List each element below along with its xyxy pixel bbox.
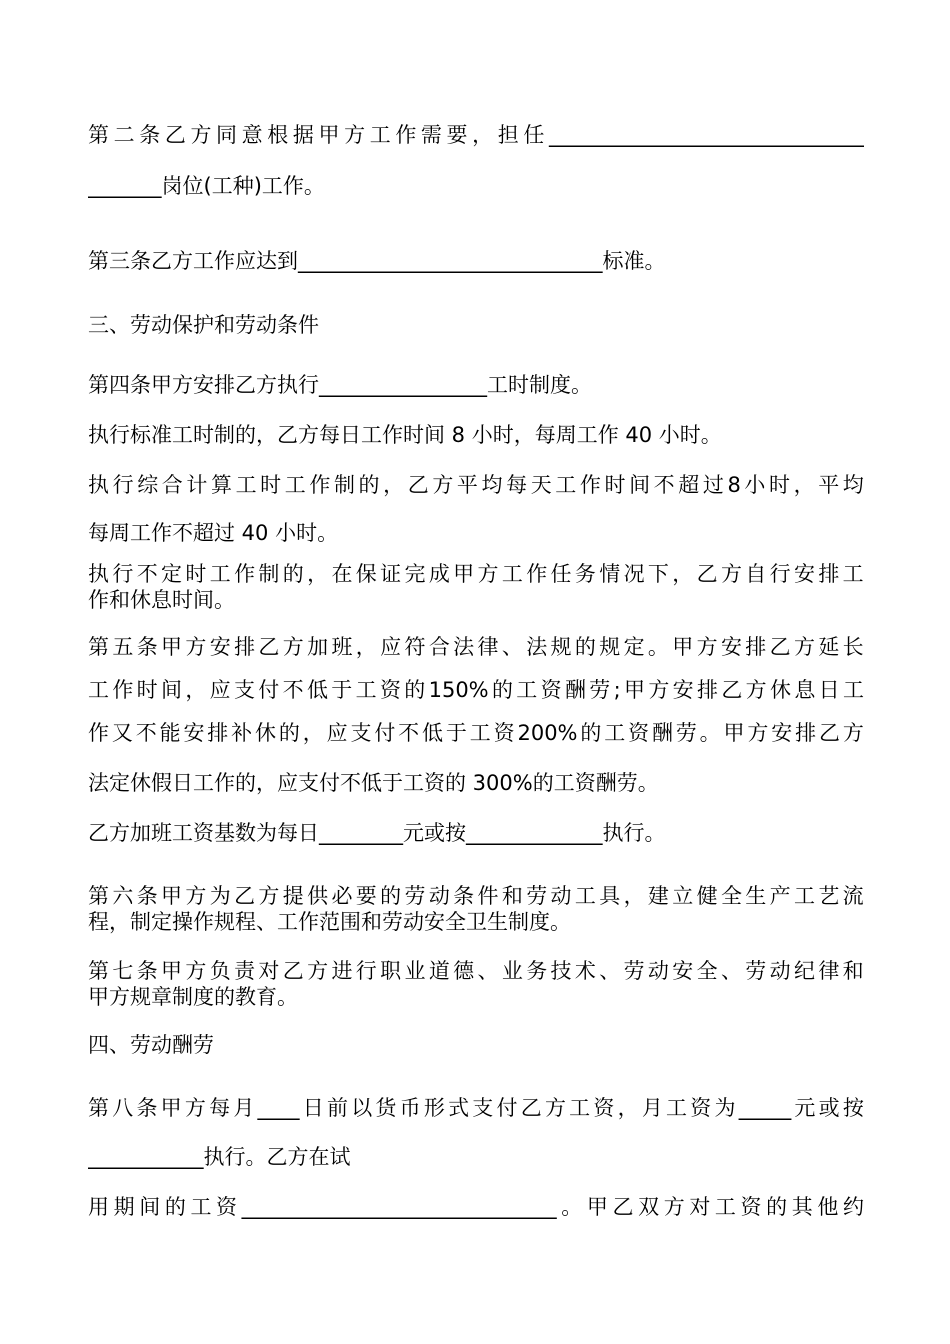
flexible-hours-line-1: 执 行 不 定 时 工 作 制 的 ， 在 保 证 完 成 甲 方 工 作 任 务 情 况 下 ， 乙 方 自 行 安 排 工 (88, 562, 864, 586)
overtime-base-text: 乙方加班工资基数为每日________元或按_____________执行。 (88, 821, 666, 845)
clause-2-line-2: _______岗位(工种)工作。 (88, 174, 325, 198)
clause-2-line-1: 第 二 条 乙 方 同 意 根 据 甲 方 工 作 需 要 ， 担 任 ______________________________ (88, 123, 864, 147)
comprehensive-hours-line-1: 执 行 综 合 计 算 工 时 工 作 制 的 ， 乙 方 平 均 每 天 工 作 时 间 不 超 过 8 小 时 ， 平 均 (88, 473, 864, 497)
section-4-heading: 四、劳动酬劳 (88, 1033, 214, 1057)
flexible-hours-line-2: 作和休息时间。 (88, 588, 235, 612)
section-3-heading: 三、劳动保护和劳动条件 (88, 313, 319, 337)
clause-4: 第四条甲方安排乙方执行________________工时制度。 (88, 373, 592, 397)
comprehensive-hours-line-2: 每周工作不超过 40 小时。 (88, 521, 339, 545)
clause-8-line-2: ___________执行。乙方在试 (88, 1145, 351, 1169)
standard-hours-text: 执行标准工时制的，乙方每日工作时间 8 小时，每周工作 40 小时。 (88, 423, 722, 447)
clause-7-line-2: 甲方规章制度的教育。 (88, 985, 298, 1009)
clause-5-line-1: 第 五 条 甲 方 安 排 乙 方 加 班 ， 应 符 合 法 律 、 法 规 的 规 定 。 甲 方 安 排 乙 方 延 长 (88, 635, 864, 659)
clause-5-line-2: 工 作 时 间 ， 应 支 付 不 低 于 工 资 的 150% 的 工 资 酬 劳 ; 甲 方 安 排 乙 方 休 息 日 工 (88, 678, 864, 702)
clause-8-line-1: 第 八 条 甲 方 每 月 ____ 日 前 以 货 币 形 式 支 付 乙 方 工 资 ， 月 工 资 为 _____ 元 或 按 (88, 1096, 864, 1120)
clause-5-line-3: 作 又 不 能 安 排 补 休 的 ， 应 支 付 不 低 于 工 资 200% 的 工 资 酬 劳 。 甲 方 安 排 乙 方 (88, 721, 864, 745)
clause-5-line-4: 法定休假日工作的，应支付不低于工资的 300%的工资酬劳。 (88, 771, 659, 795)
clause-7-line-1: 第 七 条 甲 方 负 责 对 乙 方 进 行 职 业 道 德 、 业 务 技 术 、 劳 动 安 全 、 劳 动 纪 律 和 (88, 959, 864, 983)
clause-3: 第三条乙方工作应达到_____________________________标准。 (88, 249, 666, 273)
clause-8-line-3: 用 期 间 的 工 资 ______________________________ 。 甲 乙 双 方 对 工 资 的 其 他 约 (88, 1195, 864, 1219)
clause-6-line-2: 程，制定操作规程、工作范围和劳动安全卫生制度。 (88, 910, 571, 934)
clause-6-line-1: 第 六 条 甲 方 为 乙 方 提 供 必 要 的 劳 动 条 件 和 劳 动 工 具 ， 建 立 健 全 生 产 工 艺 流 (88, 884, 864, 908)
